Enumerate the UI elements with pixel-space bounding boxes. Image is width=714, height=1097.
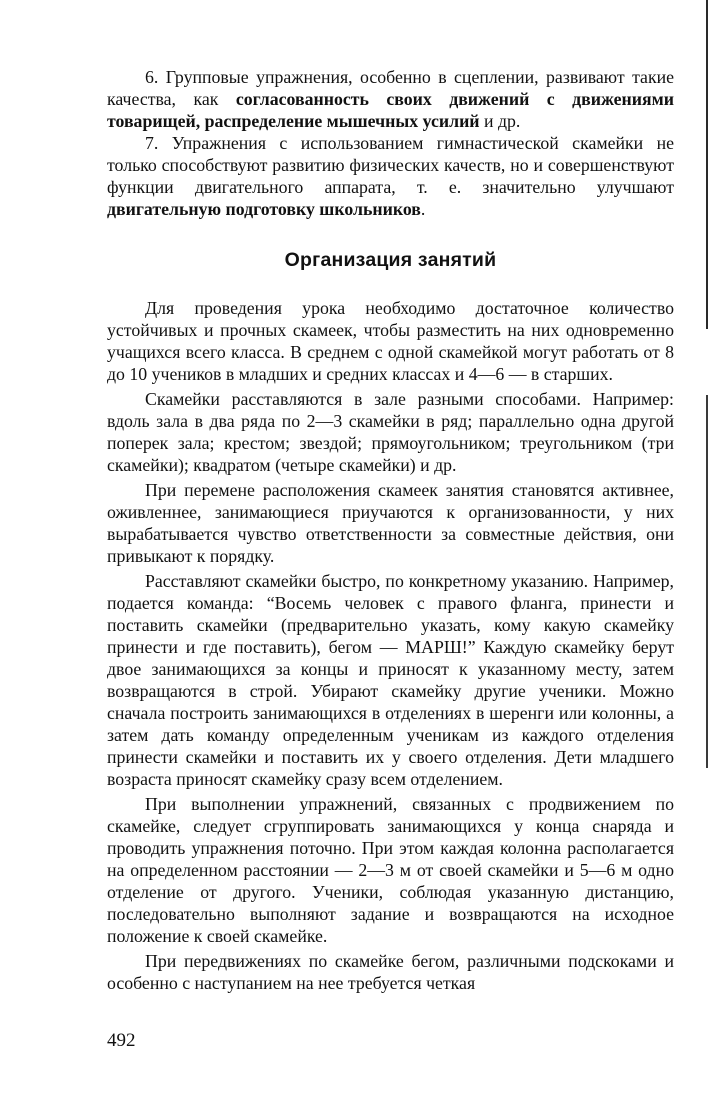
paragraph: При перемене расположения скамеек занятия становятся активнее, оживленнее, занимающиеся приучаются к организованности, у них вырабатывается чувство ответственности за совместные действия, они привыкают к порядку. [107,480,674,566]
paragraph-bench-exercises: 7. Упражнения с использованием гимнастической скамейки не только способствуют развитию физических качеств, но и совершенствуют функции двигательного аппарата, т. е. значительно улучшают двигательную подготовку школьников. [107,133,674,219]
page-number: 492 [107,1030,136,1051]
emphasis: согласованность своих движений с движениями товарищей, распределение мышечных усилий [107,89,674,131]
paragraph: Для проведения урока необходимо достаточное количество устойчивых и прочных скамеек, чтобы разместить на них одновременно учащихся всего класса. В среднем с одной скамейкой могут работать от 8 до 10 учеников в младших и средних классах и 4—6 — в старших. [107,298,674,384]
emphasis: двигательную подготовку школьников [107,199,421,219]
section-heading: Организация занятий [284,249,497,271]
paragraph: При выполнении упражнений, связанных с продвижением по скамейке, следует сгруппировать занимающихся у конца снаряда и проводить упражнения поточно. При этом каждая колонна располагается на определенном расстоянии — 2—3 м от своей скамейки и 5—6 м одно отделение от другого. Ученики, соблюдая указанную дистанцию, последовательно выполняют задание и возвращаются на исходное положение к своей скамейке. [107,794,674,946]
paragraph: При передвижениях по скамейке бегом, различными подскоками и особенно с наступанием на нее требуется четкая [107,951,674,993]
page-body [107,66,674,994]
paragraph-group-exercises: 6. Групповые упражнения, особенно в сцеплении, развивают такие качества, как согласованность своих движений с движениями товарищей, распределение мышечных усилий и др. [107,67,674,131]
paragraph: Скамейки расставляются в зале разными способами. Например: вдоль зала в два ряда по 2—3 скамейки в ряд; параллельно одна другой поперек зала; крестом; звездой; прямоугольником; треугольником (три скамейки); квадратом (четыре скамейки) и др. [107,389,674,475]
scan-edge-shadow [706,0,708,1097]
paragraph: Расставляют скамейки быстро, по конкретному указанию. Например, подается команда: “Восемь человек с правого фланга, принести и поставить скамейки (предварительно указать, кому какую скамейку принести и где поставить), бегом — МАРШ!” Каждую скамейку берут двое занимающихся за концы и приносят к указанному месту, затем возвращаются в строй. Убирают скамейку другие ученики. Можно сначала построить занимающихся в отделениях в шеренги или колонны, а затем дать команду определенным ученикам из каждого отделения принести скамейки и поставить их у своего отделения. Дети младшего возраста приносят скамейку сразу всем отделением. [107,571,674,789]
